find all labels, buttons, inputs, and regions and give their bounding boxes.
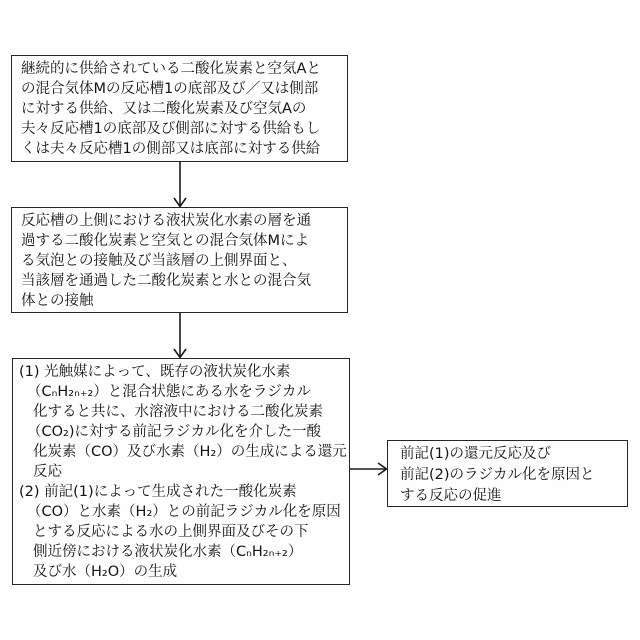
box2-line: る気泡との接触及び当該層の上側界面と、 xyxy=(21,253,297,269)
box4-line: 前記(2)のラジカル化を原因と xyxy=(400,467,595,483)
box3-line: 側近傍における液状炭化水素（CₙH₂ₙ₊₂） xyxy=(33,544,303,560)
box3-line: とする反応による水の上側界面及びその下 xyxy=(33,524,309,540)
flow-box-reaction-step xyxy=(12,358,350,585)
box3-line: 化すると共に、水溶液中における二酸化炭素 xyxy=(33,404,323,420)
box3-line: （CₙH₂ₙ₊₂）と混合状態にある水をラジカル xyxy=(27,384,311,400)
flow-box-result xyxy=(387,440,628,507)
box4-line: 前記(1)の還元反応及び xyxy=(400,446,552,462)
down-arrow-icon xyxy=(168,313,192,359)
box1-line: 夫々反応槽1の底部及び側部に対する供給もし xyxy=(21,121,321,137)
box3-line: 反応 xyxy=(33,464,62,480)
box4-line: する反応の促進 xyxy=(400,488,502,504)
flow-box-supply-step xyxy=(11,55,348,162)
right-arrow-icon xyxy=(349,458,388,480)
flow-box-contact-step xyxy=(11,207,348,313)
box1-line: 継続的に供給されている二酸化炭素と空気Aと xyxy=(21,61,321,77)
box3-line: 及び水（H₂O）の生成 xyxy=(33,564,178,580)
box2-line: 過する二酸化炭素と空気との混合気体Mによ xyxy=(21,233,310,249)
box3-line: （CO₂)に対する前記ラジカル化を介した一酸 xyxy=(27,424,322,440)
box3-line: (1) 光触媒によって、既存の液状炭化水素 xyxy=(19,364,291,380)
box2-line: 当該層を通過した二酸化炭素と水との混合気 xyxy=(21,273,311,289)
box1-line: に対する供給、又は二酸化炭素及び空気Aの xyxy=(21,101,307,117)
box2-line: 反応槽の上側における液状炭化水素の層を通 xyxy=(21,213,311,229)
box1-line: くは夫々反応槽1の側部又は底部に対する供給 xyxy=(21,141,321,157)
box1-line: の混合気体Mの反応槽1の底部及び／又は側部 xyxy=(21,81,319,97)
box2-line: 体との接触 xyxy=(21,293,94,309)
box3-line: (2) 前記(1)によって生成された一酸化炭素 xyxy=(19,484,297,500)
down-arrow-icon xyxy=(168,161,192,208)
box3-line: 化炭素（CO）及び水素（H₂）の生成による還元 xyxy=(33,444,347,460)
box3-line: （CO）と水素（H₂）との前記ラジカル化を原因 xyxy=(27,504,341,520)
